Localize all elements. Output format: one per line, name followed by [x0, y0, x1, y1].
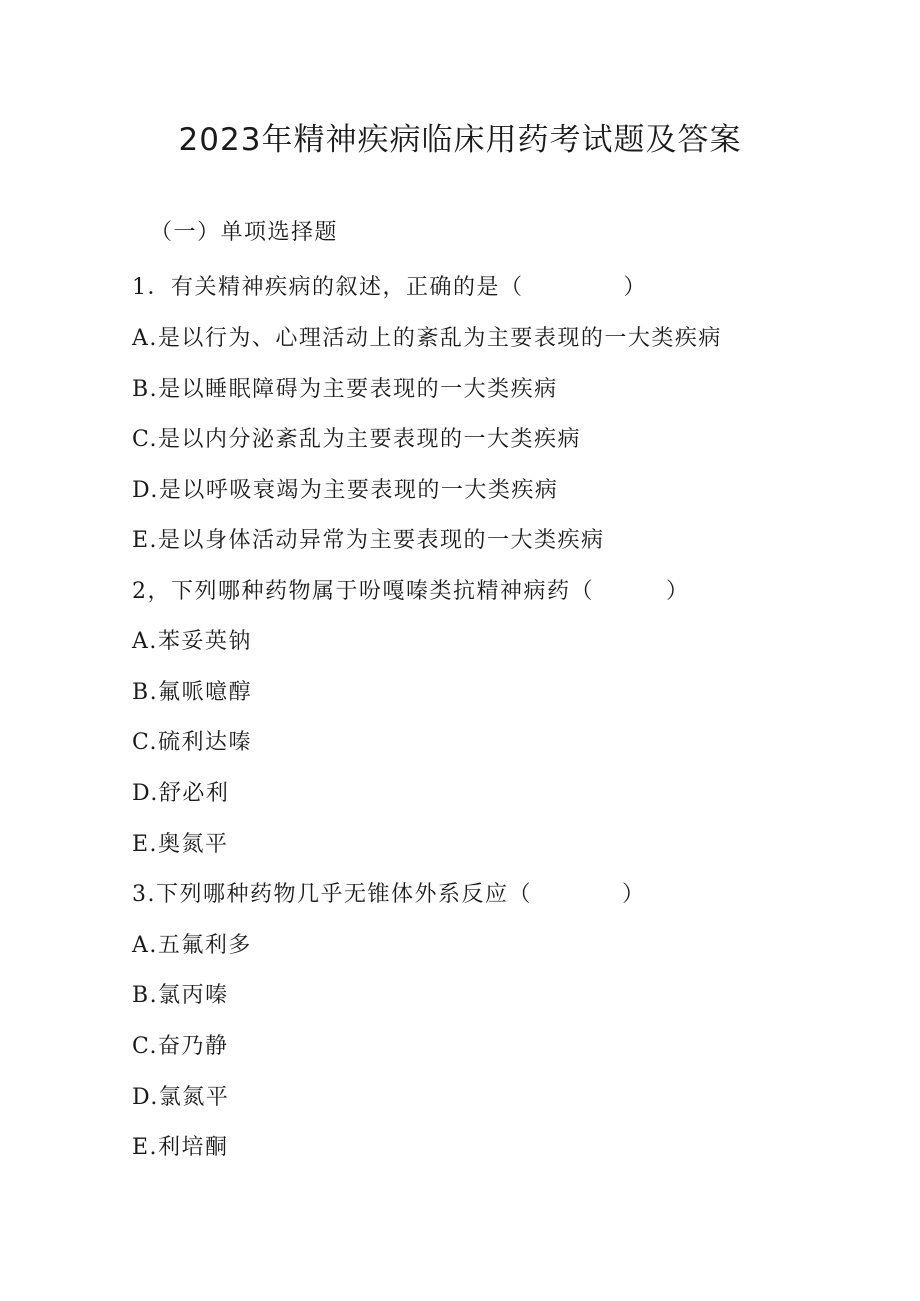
- question-2-option-c: C.硫利达嗪: [132, 730, 253, 755]
- question-3-option-a: A.五氟利多: [132, 933, 252, 958]
- question-3-option-c: C.奋乃静: [132, 1034, 229, 1059]
- question-3-option-b: B.氯丙嗪: [132, 983, 229, 1008]
- question-2-option-a: A.苯妥英钠: [132, 629, 252, 654]
- question-2-option-e: E.奥氮平: [132, 832, 229, 857]
- question-2-stem: [132, 577, 690, 607]
- question-3-close-paren: ）: [622, 882, 646, 907]
- section-heading: （一）单项选择题: [150, 220, 339, 245]
- question-1-stem: [132, 273, 647, 303]
- question-1-option-e: E.是以身体活动异常为主要表现的一大类疾病: [132, 528, 605, 553]
- question-2-option-b: B.氟哌噫醇: [132, 680, 253, 705]
- question-2-text: 2，下列哪种药物属于吩嘎嗪类抗精神病药（: [132, 579, 594, 604]
- question-1-option-a: A.是以行为、心理活动上的紊乱为主要表现的一大类疾病: [132, 326, 722, 351]
- question-3-text: 3.下列哪种药物几乎无锥体外系反应（: [132, 882, 532, 907]
- question-1-option-c: C.是以内分泌紊乱为主要表现的一大类疾病: [132, 427, 582, 452]
- question-3-option-e: E.利培酮: [132, 1135, 229, 1160]
- question-3-option-d: D.氯氮平: [132, 1085, 230, 1110]
- question-1-option-d: D.是以呼吸衰竭为主要表现的一大类疾病: [132, 478, 559, 503]
- question-2-close-paren: ）: [666, 579, 690, 604]
- document-title: 2023年精神疾病临床用药考试题及答案: [178, 122, 742, 158]
- question-1-text: 1．有关精神疾病的叙述，正确的是（: [132, 275, 524, 300]
- question-3-stem: [132, 880, 646, 910]
- question-1-close-paren: ）: [623, 275, 648, 300]
- question-1-option-b: B.是以睡眠障碍为主要表现的一大类疾病: [132, 377, 558, 402]
- question-2-option-d: D.舒必利: [132, 781, 230, 806]
